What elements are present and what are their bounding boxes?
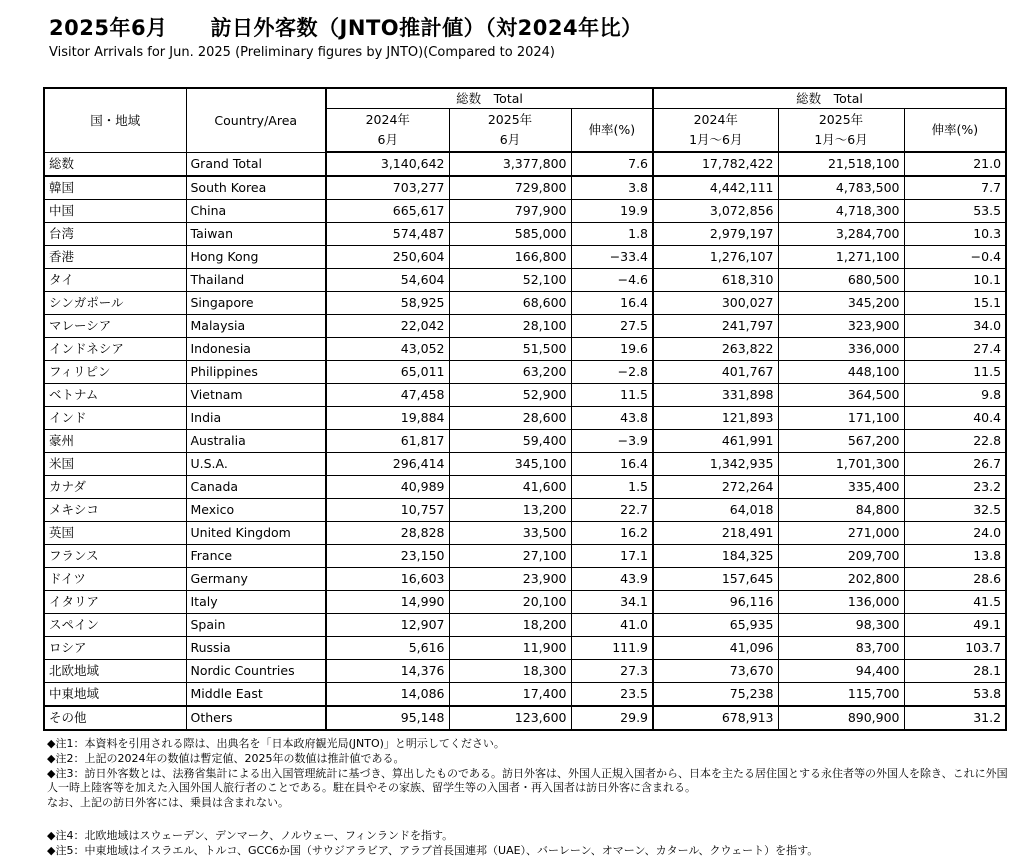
growth-month-cell: 17.1 xyxy=(571,545,653,568)
country-en-cell: China xyxy=(186,200,326,223)
jun-2025-cell: 585,000 xyxy=(449,223,571,246)
h1-2024-cell: 157,645 xyxy=(653,568,778,591)
country-en-cell: Russia xyxy=(186,637,326,660)
country-en-cell: Others xyxy=(186,706,326,730)
page-subtitle: Visitor Arrivals for Jun. 2025 (Preliminary figures by JNTO)(Compared to 2024) xyxy=(49,45,555,60)
footnote: なお、上記の訪日外客には、乗員は含まれない。 xyxy=(47,796,289,809)
growth-cumulative-cell: 10.3 xyxy=(904,223,1006,246)
country-jp-cell: スペイン xyxy=(44,614,186,637)
country-en-cell: France xyxy=(186,545,326,568)
growth-cumulative-cell: 28.6 xyxy=(904,568,1006,591)
col-header-country-en: Country/Area xyxy=(186,88,326,152)
table-row xyxy=(44,292,1006,315)
growth-cumulative-cell: 27.4 xyxy=(904,338,1006,361)
table-row-grand-total xyxy=(44,152,1006,176)
growth-cumulative-cell: 22.8 xyxy=(904,430,1006,453)
growth-month-cell: 41.0 xyxy=(571,614,653,637)
col-header-country-jp: 国・地域 xyxy=(44,88,186,152)
table-row xyxy=(44,476,1006,499)
jun-2024-cell: 65,011 xyxy=(326,361,449,384)
visitor-arrivals-table xyxy=(43,87,1007,731)
h1-2024-cell: 3,072,856 xyxy=(653,200,778,223)
jun-2025-cell: 797,900 xyxy=(449,200,571,223)
jun-2025-cell: 33,500 xyxy=(449,522,571,545)
country-jp-cell: マレーシア xyxy=(44,315,186,338)
country-jp-cell: 総数 xyxy=(44,152,186,176)
col-header-growth-cumulative: 伸率(%) xyxy=(904,108,1006,152)
year-label: 2024年 xyxy=(693,112,738,128)
table-row xyxy=(44,338,1006,361)
growth-month-cell: 19.9 xyxy=(571,200,653,223)
h1-2024-cell: 2,979,197 xyxy=(653,223,778,246)
footnote: ◆注3：訪日外客数とは、法務省集計による出入国管理統計に基づき、算出したものである。訪日外客は、外国人正規入国者から、日本を主たる居住国とする永住者等の外国人を除き、これに外国人一時上陸客等を加えた入国外国人旅行者のことである。駐在員やその家族、留学生等の入国者・再入国者は訪日外客に含まれる。 xyxy=(47,767,1008,794)
country-en-cell: Taiwan xyxy=(186,223,326,246)
country-jp-cell: 中東地域 xyxy=(44,683,186,707)
country-jp-cell: 台湾 xyxy=(44,223,186,246)
h1-2025-cell: 84,800 xyxy=(778,499,904,522)
h1-2024-cell: 241,797 xyxy=(653,315,778,338)
h1-2024-cell: 678,913 xyxy=(653,706,778,730)
table-row xyxy=(44,223,1006,246)
h1-2024-cell: 121,893 xyxy=(653,407,778,430)
country-en-cell: Thailand xyxy=(186,269,326,292)
table-row xyxy=(44,614,1006,637)
footnote: ◆注1：本資料を引用される際は、出典名を「日本政府観光局(JNTO)」と明示してください。 xyxy=(47,737,505,750)
growth-cumulative-cell: 28.1 xyxy=(904,660,1006,683)
period-label: 1月～6月 xyxy=(814,131,868,147)
growth-cumulative-cell: 34.0 xyxy=(904,315,1006,338)
h1-2025-cell: 890,900 xyxy=(778,706,904,730)
growth-month-cell: 1.8 xyxy=(571,223,653,246)
jun-2024-cell: 3,140,642 xyxy=(326,152,449,176)
h1-2025-cell: 567,200 xyxy=(778,430,904,453)
growth-month-cell: 11.5 xyxy=(571,384,653,407)
col-header-growth-month: 伸率(%) xyxy=(571,108,653,152)
jun-2025-cell: 51,500 xyxy=(449,338,571,361)
h1-2024-cell: 73,670 xyxy=(653,660,778,683)
table-row xyxy=(44,269,1006,292)
country-en-cell: Indonesia xyxy=(186,338,326,361)
growth-month-cell: −4.6 xyxy=(571,269,653,292)
table-row xyxy=(44,545,1006,568)
country-jp-cell: インドネシア xyxy=(44,338,186,361)
h1-2024-cell: 184,325 xyxy=(653,545,778,568)
growth-cumulative-cell: 10.1 xyxy=(904,269,1006,292)
table-row xyxy=(44,407,1006,430)
h1-2025-cell: 1,271,100 xyxy=(778,246,904,269)
growth-month-cell: 1.5 xyxy=(571,476,653,499)
jun-2025-cell: 41,600 xyxy=(449,476,571,499)
jun-2025-cell: 18,300 xyxy=(449,660,571,683)
jun-2024-cell: 58,925 xyxy=(326,292,449,315)
h1-2025-cell: 94,400 xyxy=(778,660,904,683)
col-header-h1-2024 xyxy=(653,108,778,152)
footnote: ◆注5：中東地域はイスラエル、トルコ、GCC6か国（サウジアラビア、アラブ首長国連邦（UAE）、バーレーン、オマーン、カタール、クウェート）を指す。 xyxy=(47,844,819,857)
h1-2024-cell: 65,935 xyxy=(653,614,778,637)
h1-2025-cell: 171,100 xyxy=(778,407,904,430)
h1-2025-cell: 21,518,100 xyxy=(778,152,904,176)
table-row xyxy=(44,522,1006,545)
jun-2024-cell: 54,604 xyxy=(326,269,449,292)
h1-2025-cell: 115,700 xyxy=(778,683,904,707)
jun-2024-cell: 665,617 xyxy=(326,200,449,223)
country-en-cell: U.S.A. xyxy=(186,453,326,476)
country-en-cell: Spain xyxy=(186,614,326,637)
jun-2025-cell: 27,100 xyxy=(449,545,571,568)
country-jp-cell: シンガポール xyxy=(44,292,186,315)
table-row xyxy=(44,683,1006,707)
h1-2025-cell: 4,718,300 xyxy=(778,200,904,223)
table-row xyxy=(44,430,1006,453)
growth-month-cell: 34.1 xyxy=(571,591,653,614)
jun-2025-cell: 17,400 xyxy=(449,683,571,707)
jun-2024-cell: 47,458 xyxy=(326,384,449,407)
jun-2025-cell: 123,600 xyxy=(449,706,571,730)
jun-2024-cell: 12,907 xyxy=(326,614,449,637)
country-jp-cell: メキシコ xyxy=(44,499,186,522)
growth-month-cell: 16.2 xyxy=(571,522,653,545)
growth-cumulative-cell: 103.7 xyxy=(904,637,1006,660)
growth-cumulative-cell: 7.7 xyxy=(904,176,1006,200)
note-spacer xyxy=(47,811,1009,829)
jun-2025-cell: 13,200 xyxy=(449,499,571,522)
growth-cumulative-cell: 26.7 xyxy=(904,453,1006,476)
footnote: ◆注2：上記の2024年の数値は暫定値、2025年の数値は推計値である。 xyxy=(47,752,405,765)
jun-2025-cell: 28,600 xyxy=(449,407,571,430)
jun-2024-cell: 5,616 xyxy=(326,637,449,660)
country-en-cell: Australia xyxy=(186,430,326,453)
jun-2024-cell: 28,828 xyxy=(326,522,449,545)
country-jp-cell: 豪州 xyxy=(44,430,186,453)
country-jp-cell: インド xyxy=(44,407,186,430)
year-label: 2025年 xyxy=(487,112,533,128)
growth-cumulative-cell: 53.5 xyxy=(904,200,1006,223)
group-header-total-month: 総数 Total xyxy=(326,88,653,108)
table-row xyxy=(44,246,1006,269)
h1-2025-cell: 202,800 xyxy=(778,568,904,591)
country-en-cell: Germany xyxy=(186,568,326,591)
country-jp-cell: 中国 xyxy=(44,200,186,223)
country-jp-cell: 韓国 xyxy=(44,176,186,200)
growth-cumulative-cell: 23.2 xyxy=(904,476,1006,499)
h1-2025-cell: 323,900 xyxy=(778,315,904,338)
growth-month-cell: 16.4 xyxy=(571,292,653,315)
table-row xyxy=(44,453,1006,476)
h1-2024-cell: 300,027 xyxy=(653,292,778,315)
jun-2024-cell: 95,148 xyxy=(326,706,449,730)
jun-2025-cell: 68,600 xyxy=(449,292,571,315)
h1-2025-cell: 680,500 xyxy=(778,269,904,292)
h1-2024-cell: 75,238 xyxy=(653,683,778,707)
table-row xyxy=(44,706,1006,730)
growth-cumulative-cell: 15.1 xyxy=(904,292,1006,315)
country-jp-cell: その他 xyxy=(44,706,186,730)
year-label: 2024年 xyxy=(365,112,410,128)
h1-2024-cell: 1,276,107 xyxy=(653,246,778,269)
h1-2024-cell: 401,767 xyxy=(653,361,778,384)
jun-2025-cell: 59,400 xyxy=(449,430,571,453)
jun-2024-cell: 43,052 xyxy=(326,338,449,361)
h1-2024-cell: 218,491 xyxy=(653,522,778,545)
country-jp-cell: イタリア xyxy=(44,591,186,614)
h1-2025-cell: 83,700 xyxy=(778,637,904,660)
month-label: 6月 xyxy=(377,131,398,147)
growth-cumulative-cell: 24.0 xyxy=(904,522,1006,545)
growth-cumulative-cell: −0.4 xyxy=(904,246,1006,269)
jun-2025-cell: 63,200 xyxy=(449,361,571,384)
country-en-cell: Canada xyxy=(186,476,326,499)
country-en-cell: Mexico xyxy=(186,499,326,522)
country-en-cell: Middle East xyxy=(186,683,326,707)
h1-2024-cell: 263,822 xyxy=(653,338,778,361)
jun-2025-cell: 52,100 xyxy=(449,269,571,292)
country-jp-cell: カナダ xyxy=(44,476,186,499)
country-en-cell: India xyxy=(186,407,326,430)
jun-2024-cell: 14,086 xyxy=(326,683,449,707)
h1-2025-cell: 209,700 xyxy=(778,545,904,568)
country-jp-cell: ロシア xyxy=(44,637,186,660)
growth-cumulative-cell: 40.4 xyxy=(904,407,1006,430)
h1-2024-cell: 331,898 xyxy=(653,384,778,407)
month-label: 6月 xyxy=(499,131,521,147)
country-en-cell: Malaysia xyxy=(186,315,326,338)
page-title: 2025年6月 訪日外客数（JNTO推計値）（対2024年比） xyxy=(49,16,643,40)
growth-month-cell: 7.6 xyxy=(571,152,653,176)
growth-month-cell: 3.8 xyxy=(571,176,653,200)
footnotes xyxy=(47,737,1009,859)
country-jp-cell: 英国 xyxy=(44,522,186,545)
col-header-h1-2025 xyxy=(778,108,904,152)
table-row xyxy=(44,591,1006,614)
jun-2025-cell: 20,100 xyxy=(449,591,571,614)
h1-2025-cell: 1,701,300 xyxy=(778,453,904,476)
col-header-jun-2025 xyxy=(449,108,571,152)
jun-2024-cell: 10,757 xyxy=(326,499,449,522)
table-row xyxy=(44,176,1006,200)
country-jp-cell: 米国 xyxy=(44,453,186,476)
table-row xyxy=(44,660,1006,683)
country-en-cell: Italy xyxy=(186,591,326,614)
group-header-total-cumulative: 総数 Total xyxy=(653,88,1006,108)
country-jp-cell: フランス xyxy=(44,545,186,568)
growth-month-cell: 16.4 xyxy=(571,453,653,476)
jun-2024-cell: 14,376 xyxy=(326,660,449,683)
h1-2024-cell: 461,991 xyxy=(653,430,778,453)
country-en-cell: Hong Kong xyxy=(186,246,326,269)
jun-2024-cell: 23,150 xyxy=(326,545,449,568)
table-row xyxy=(44,384,1006,407)
table-row xyxy=(44,499,1006,522)
growth-cumulative-cell: 32.5 xyxy=(904,499,1006,522)
jun-2024-cell: 250,604 xyxy=(326,246,449,269)
table-row xyxy=(44,315,1006,338)
growth-month-cell: 27.5 xyxy=(571,315,653,338)
country-en-cell: Philippines xyxy=(186,361,326,384)
jun-2024-cell: 19,884 xyxy=(326,407,449,430)
growth-month-cell: 29.9 xyxy=(571,706,653,730)
growth-month-cell: 23.5 xyxy=(571,683,653,707)
country-en-cell: South Korea xyxy=(186,176,326,200)
h1-2025-cell: 336,000 xyxy=(778,338,904,361)
country-en-cell: Singapore xyxy=(186,292,326,315)
growth-month-cell: −3.9 xyxy=(571,430,653,453)
footnote: ◆注4：北欧地域はスウェーデン、デンマーク、ノルウェー、フィンランドを指す。 xyxy=(47,829,454,842)
h1-2025-cell: 98,300 xyxy=(778,614,904,637)
col-header-jun-2024 xyxy=(326,108,449,152)
jun-2025-cell: 166,800 xyxy=(449,246,571,269)
table-row xyxy=(44,637,1006,660)
jun-2025-cell: 3,377,800 xyxy=(449,152,571,176)
country-en-cell: United Kingdom xyxy=(186,522,326,545)
table-row xyxy=(44,200,1006,223)
h1-2025-cell: 136,000 xyxy=(778,591,904,614)
growth-cumulative-cell: 21.0 xyxy=(904,152,1006,176)
growth-cumulative-cell: 9.8 xyxy=(904,384,1006,407)
h1-2024-cell: 96,116 xyxy=(653,591,778,614)
h1-2025-cell: 3,284,700 xyxy=(778,223,904,246)
growth-month-cell: 43.8 xyxy=(571,407,653,430)
jun-2025-cell: 28,100 xyxy=(449,315,571,338)
growth-cumulative-cell: 31.2 xyxy=(904,706,1006,730)
growth-month-cell: 22.7 xyxy=(571,499,653,522)
h1-2024-cell: 618,310 xyxy=(653,269,778,292)
jun-2024-cell: 16,603 xyxy=(326,568,449,591)
table-row xyxy=(44,568,1006,591)
growth-month-cell: −33.4 xyxy=(571,246,653,269)
period-label: 1月～6月 xyxy=(689,131,743,147)
country-jp-cell: フィリピン xyxy=(44,361,186,384)
growth-cumulative-cell: 49.1 xyxy=(904,614,1006,637)
growth-cumulative-cell: 53.8 xyxy=(904,683,1006,707)
h1-2025-cell: 345,200 xyxy=(778,292,904,315)
jun-2024-cell: 296,414 xyxy=(326,453,449,476)
jun-2024-cell: 61,817 xyxy=(326,430,449,453)
h1-2025-cell: 364,500 xyxy=(778,384,904,407)
country-en-cell: Grand Total xyxy=(186,152,326,176)
country-jp-cell: 香港 xyxy=(44,246,186,269)
country-jp-cell: ベトナム xyxy=(44,384,186,407)
h1-2025-cell: 271,000 xyxy=(778,522,904,545)
table-row xyxy=(44,361,1006,384)
header-group-row xyxy=(44,88,1006,108)
jun-2024-cell: 703,277 xyxy=(326,176,449,200)
country-jp-cell: ドイツ xyxy=(44,568,186,591)
growth-cumulative-cell: 41.5 xyxy=(904,591,1006,614)
h1-2025-cell: 335,400 xyxy=(778,476,904,499)
jun-2024-cell: 22,042 xyxy=(326,315,449,338)
year-label: 2025年 xyxy=(818,112,864,128)
jun-2024-cell: 40,989 xyxy=(326,476,449,499)
h1-2024-cell: 41,096 xyxy=(653,637,778,660)
country-jp-cell: 北欧地域 xyxy=(44,660,186,683)
h1-2024-cell: 4,442,111 xyxy=(653,176,778,200)
jun-2025-cell: 729,800 xyxy=(449,176,571,200)
growth-month-cell: 19.6 xyxy=(571,338,653,361)
jun-2025-cell: 11,900 xyxy=(449,637,571,660)
jun-2025-cell: 345,100 xyxy=(449,453,571,476)
country-en-cell: Nordic Countries xyxy=(186,660,326,683)
jun-2025-cell: 23,900 xyxy=(449,568,571,591)
h1-2024-cell: 272,264 xyxy=(653,476,778,499)
h1-2024-cell: 17,782,422 xyxy=(653,152,778,176)
growth-month-cell: −2.8 xyxy=(571,361,653,384)
h1-2024-cell: 64,018 xyxy=(653,499,778,522)
table-body xyxy=(44,152,1006,730)
jun-2025-cell: 18,200 xyxy=(449,614,571,637)
growth-month-cell: 27.3 xyxy=(571,660,653,683)
country-en-cell: Vietnam xyxy=(186,384,326,407)
jun-2025-cell: 52,900 xyxy=(449,384,571,407)
jun-2024-cell: 574,487 xyxy=(326,223,449,246)
growth-cumulative-cell: 11.5 xyxy=(904,361,1006,384)
growth-month-cell: 43.9 xyxy=(571,568,653,591)
country-jp-cell: タイ xyxy=(44,269,186,292)
jun-2024-cell: 14,990 xyxy=(326,591,449,614)
growth-month-cell: 111.9 xyxy=(571,637,653,660)
h1-2025-cell: 448,100 xyxy=(778,361,904,384)
h1-2025-cell: 4,783,500 xyxy=(778,176,904,200)
growth-cumulative-cell: 13.8 xyxy=(904,545,1006,568)
h1-2024-cell: 1,342,935 xyxy=(653,453,778,476)
